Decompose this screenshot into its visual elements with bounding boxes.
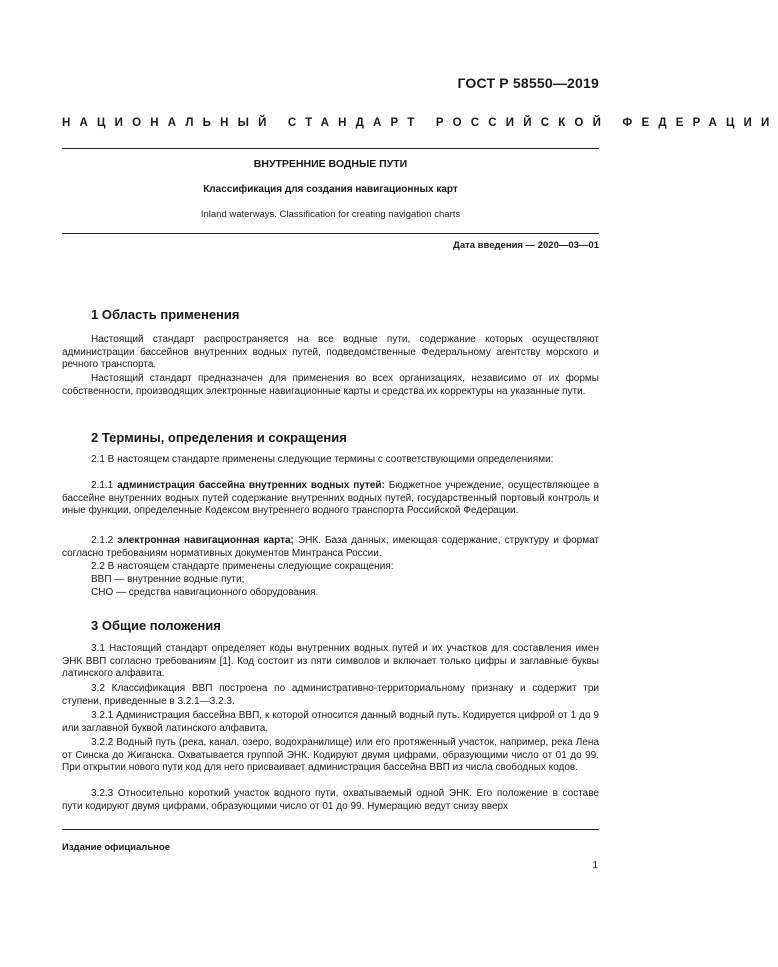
term-2-1-1 bbox=[62, 480, 599, 518]
term-number: 2.1.1 bbox=[91, 480, 118, 491]
term-name: администрация бассейна внутренних водных путей: bbox=[117, 480, 385, 491]
section-3-paragraph-3-2-3: 3.2.3 Относительно короткий участок водного пути, охватываемый одной ЭНК. Его положение в составе пути кодируют двумя цифрами, образующими число от 01 до 99. Нумерацию ведут снизу вверх bbox=[62, 788, 599, 812]
document-subtitle: Классификация для создания навигационных карт bbox=[203, 184, 458, 195]
section-1-paragraph-2: Настоящий стандарт предназначен для применения во всех организациях, независимо от их формы собственности, производящих электронные навигационные карты и средства их корректуры на указанные пути. bbox=[62, 373, 599, 397]
document-number: ГОСТ Р 58550—2019 bbox=[457, 75, 599, 91]
term-2-1-2 bbox=[62, 535, 599, 560]
section-3-paragraph-3-1: 3.1 Настоящий стандарт определяет коды внутренних водных путей и их участков для составления имен ЭНК ВВП согласно требованиям [1]. Код состоит из пяти символов и включает только цифры и заглавные буквы латинского алфавита. bbox=[62, 643, 599, 680]
document-title: ВНУТРЕННИЕ ВОДНЫЕ ПУТИ bbox=[253, 158, 408, 170]
introduction-date: Дата введения — 2020—03—01 bbox=[453, 240, 599, 251]
section-3-heading: 3 Общие положения bbox=[91, 618, 221, 633]
english-title: Inland waterways. Classification for creating navigation charts bbox=[200, 209, 461, 220]
section-2-paragraph-1: 2.1 В настоящем стандарте применены следующие термины с соответствующими определениями: bbox=[91, 454, 554, 465]
national-standard-title: НАЦИОНАЛЬНЫЙ СТАНДАРТ РОССИЙСКОЙ ФЕДЕРАЦИИ bbox=[62, 117, 778, 129]
term-definition: Бюджетное учреждение, осуществляющее в бассейне внутренних водных путей содержание внутренних водных путей, государственный портовый контроль и иные функции, определенные Кодексом внутреннего водного транспорта Российской Федерации. bbox=[62, 480, 599, 517]
section-3-paragraph-3-2: 3.2 Классификация ВВП построена по административно-территориальному признаку и содержит три ступени, приведенные в 3.2.1—3.2.3. bbox=[62, 683, 599, 707]
term-definition: ЭНК. База данных, имеющая содержание, структуру и формат согласно требованиям нормативных документов Минтранса России. bbox=[62, 535, 599, 559]
term-name: электронная навигационная карта; bbox=[117, 535, 294, 546]
section-1-heading: 1 Область применения bbox=[91, 307, 240, 322]
page-number: 1 bbox=[592, 860, 598, 871]
title-divider bbox=[62, 233, 599, 234]
footer-divider bbox=[62, 829, 599, 830]
section-3-paragraph-3-2-1: 3.2.1 Администрация бассейна ВВП, к которой относится данный водный путь. Кодируется цифрой от 1 до 9 или заглавной буквой латинского алфавита. bbox=[62, 710, 599, 734]
abbreviation-sno: СНО — средства навигационного оборудования. bbox=[91, 587, 319, 598]
section-2-paragraph-2: 2.2 В настоящем стандарте применены следующие сокращения: bbox=[91, 561, 394, 572]
section-1-paragraph-1: Настоящий стандарт распространяется на все водные пути, содержание которых осуществляют администрации бассейнов внутренних водных путей, подведомственные Федеральному агентству морского и речного транспорта. bbox=[62, 334, 599, 371]
official-edition-label: Издание официальное bbox=[62, 842, 170, 853]
top-divider bbox=[62, 148, 599, 149]
term-number: 2.1.2 bbox=[91, 535, 118, 546]
section-3-paragraph-3-2-2: 3.2.2 Водный путь (река, канал, озеро, водохранилище) или его протяженный участок, например, река Лена от Синска до Жиганска. Охватывается группой ЭНК. Кодируют двумя цифрами, образующими число от 01 до 99. При открытии нового пути код для него присваивает администрация бассейна ВВП из числа свободных кодов. bbox=[62, 737, 599, 774]
abbreviation-vvp: ВВП — внутренние водные пути; bbox=[91, 574, 245, 585]
section-2-heading: 2 Термины, определения и сокращения bbox=[91, 430, 347, 445]
